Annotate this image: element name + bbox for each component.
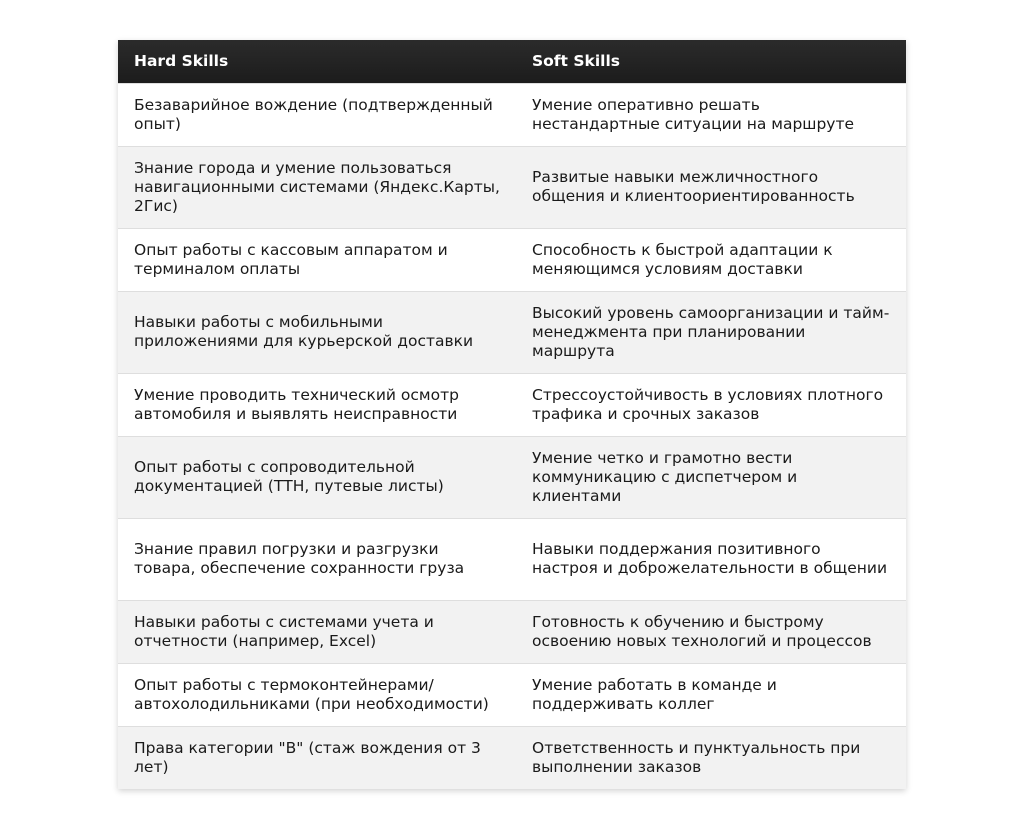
table-row [118,146,906,228]
header-row [118,40,906,83]
table-row [118,373,906,436]
hard-skill-cell: Умение проводить технический осмотр автомобиля и выявлять неисправности [118,373,516,436]
hard-skill-cell: Навыки работы с системами учета и отчетности (например, Excel) [118,600,516,663]
soft-skill-cell: Стрессоустойчивость в условиях плотного трафика и срочных заказов [516,373,906,436]
table-row [118,291,906,373]
table-row [118,663,906,726]
soft-skill-cell: Умение четко и грамотно вести коммуникацию с диспетчером и клиентами [516,436,906,518]
skills-table [118,40,906,789]
hard-skill-cell: Опыт работы с кассовым аппаратом и терминалом оплаты [118,228,516,291]
table-row [118,518,906,600]
soft-skill-cell: Высокий уровень самоорганизации и тайм-менеджмента при планировании маршрута [516,291,906,373]
hard-skill-cell: Безаварийное вождение (подтвержденный опыт) [118,83,516,146]
table-row [118,600,906,663]
hard-skill-cell: Опыт работы с сопроводительной документацией (ТТН, путевые листы) [118,436,516,518]
hard-skill-cell: Знание правил погрузки и разгрузки товара, обеспечение сохранности груза [118,518,516,600]
hard-skill-cell: Опыт работы с термоконтейнерами/ автохолодильниками (при необходимости) [118,663,516,726]
header-hard-skills: Hard Skills [118,40,516,83]
table-row [118,228,906,291]
skills-table-container [118,40,906,789]
soft-skill-cell: Развитые навыки межличностного общения и клиентоориентированность [516,146,906,228]
soft-skill-cell: Умение работать в команде и поддерживать коллег [516,663,906,726]
table-row [118,726,906,789]
header-soft-skills: Soft Skills [516,40,906,83]
soft-skill-cell: Способность к быстрой адаптации к меняющимся условиям доставки [516,228,906,291]
hard-skill-cell: Навыки работы с мобильными приложениями для курьерской доставки [118,291,516,373]
hard-skill-cell: Права категории "B" (стаж вождения от 3 лет) [118,726,516,789]
table-header [118,40,906,83]
hard-skill-cell: Знание города и умение пользоваться навигационными системами (Яндекс.Карты, 2Гис) [118,146,516,228]
soft-skill-cell: Готовность к обучению и быстрому освоению новых технологий и процессов [516,600,906,663]
table-row [118,436,906,518]
soft-skill-cell: Навыки поддержания позитивного настроя и доброжелательности в общении [516,518,906,600]
table-row [118,83,906,146]
soft-skill-cell: Умение оперативно решать нестандартные ситуации на маршруте [516,83,906,146]
soft-skill-cell: Ответственность и пунктуальность при выполнении заказов [516,726,906,789]
table-body [118,83,906,789]
